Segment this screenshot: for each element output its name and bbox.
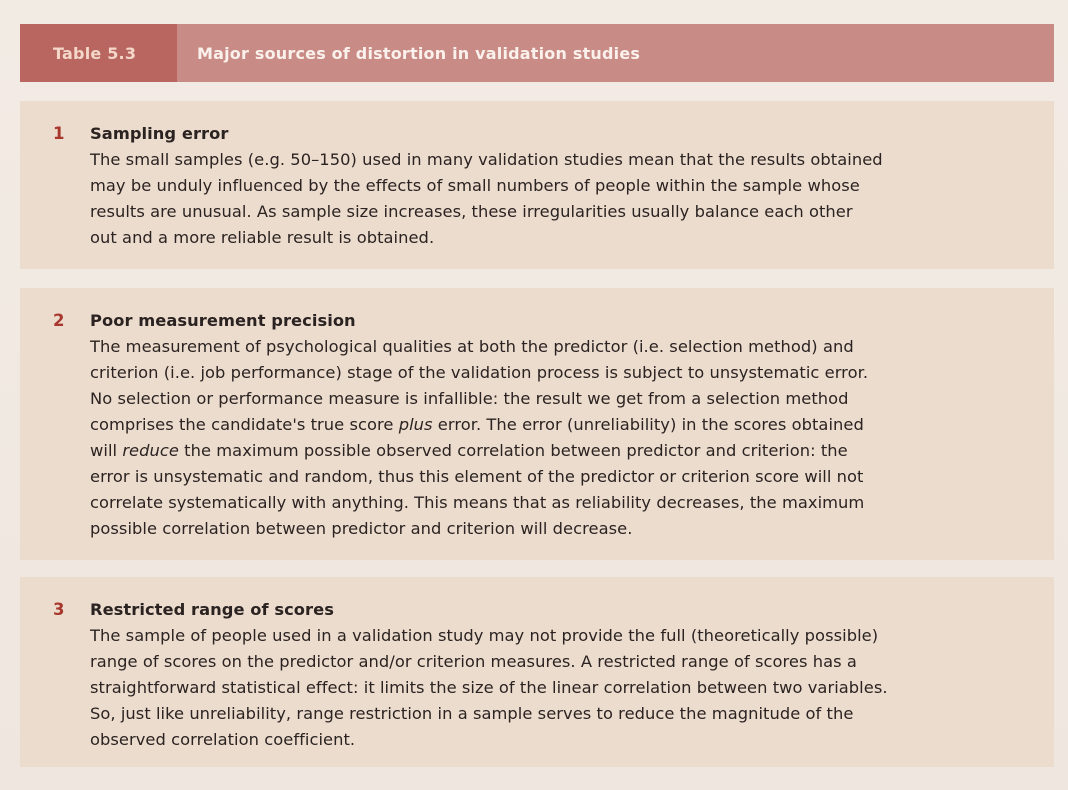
item-number: 2: [53, 311, 65, 330]
item-text-line: correlate systematically with anything. This means that as reliability decreases, the maximum: [90, 493, 865, 512]
item-text-line: So, just like unreliability, range restriction in a sample serves to reduce the magnitude of the: [90, 704, 854, 723]
item-text-line: possible correlation between predictor and criterion will decrease.: [90, 519, 633, 538]
item-body: [90, 121, 1036, 251]
item-text-line: observed correlation coefficient.: [90, 730, 356, 749]
item-number: 1: [53, 124, 65, 143]
item-text-line: The measurement of psychological qualities at both the predictor (i.e. selection method) and: [90, 337, 854, 356]
item-text-line-with-emphasis: [90, 412, 1036, 438]
panel-sampling-error: [20, 101, 1054, 269]
item-title: Poor measurement precision: [90, 311, 356, 330]
table-title: Major sources of distortion in validation studies: [177, 24, 1054, 82]
panel-measurement-precision: [20, 288, 1054, 560]
item-body: [90, 597, 1036, 753]
item-body: [90, 308, 1036, 542]
panel-restricted-range: [20, 577, 1054, 767]
item-text-line: The small samples (e.g. 50–150) used in many validation studies mean that the results obtained: [90, 150, 883, 169]
item-title: Restricted range of scores: [90, 600, 334, 619]
emphasis-reduce: reduce: [122, 441, 179, 460]
item-number: 3: [53, 600, 65, 619]
item-title: Sampling error: [90, 124, 229, 143]
item-text-line: error is unsystematic and random, thus this element of the predictor or criterion score will not: [90, 467, 864, 486]
item-text-segment: comprises the candidate's true score: [90, 415, 399, 434]
table-header: [20, 24, 1054, 82]
item-text-line-with-emphasis: [90, 438, 1036, 464]
emphasis-plus: plus: [398, 415, 433, 434]
table-number: Table 5.3: [20, 24, 177, 82]
item-text-line: straightforward statistical effect: it limits the size of the linear correlation between two variables.: [90, 678, 888, 697]
item-text-line: No selection or performance measure is infallible: the result we get from a selection method: [90, 389, 849, 408]
item-text-line: may be unduly influenced by the effects of small numbers of people within the sample whose: [90, 176, 860, 195]
item-text-segment: the maximum possible observed correlation between predictor and criterion: the: [178, 441, 848, 460]
item-text-line: The sample of people used in a validation study may not provide the full (theoretically possible): [90, 626, 879, 645]
item-text-line: results are unusual. As sample size increases, these irregularities usually balance each other: [90, 202, 853, 221]
item-text-line: range of scores on the predictor and/or criterion measures. A restricted range of scores has a: [90, 652, 857, 671]
item-text-line: criterion (i.e. job performance) stage of the validation process is subject to unsystematic error.: [90, 363, 869, 382]
item-text-segment: error. The error (unreliability) in the scores obtained: [432, 415, 864, 434]
item-text-segment: will: [90, 441, 123, 460]
item-text-line: out and a more reliable result is obtained.: [90, 228, 435, 247]
